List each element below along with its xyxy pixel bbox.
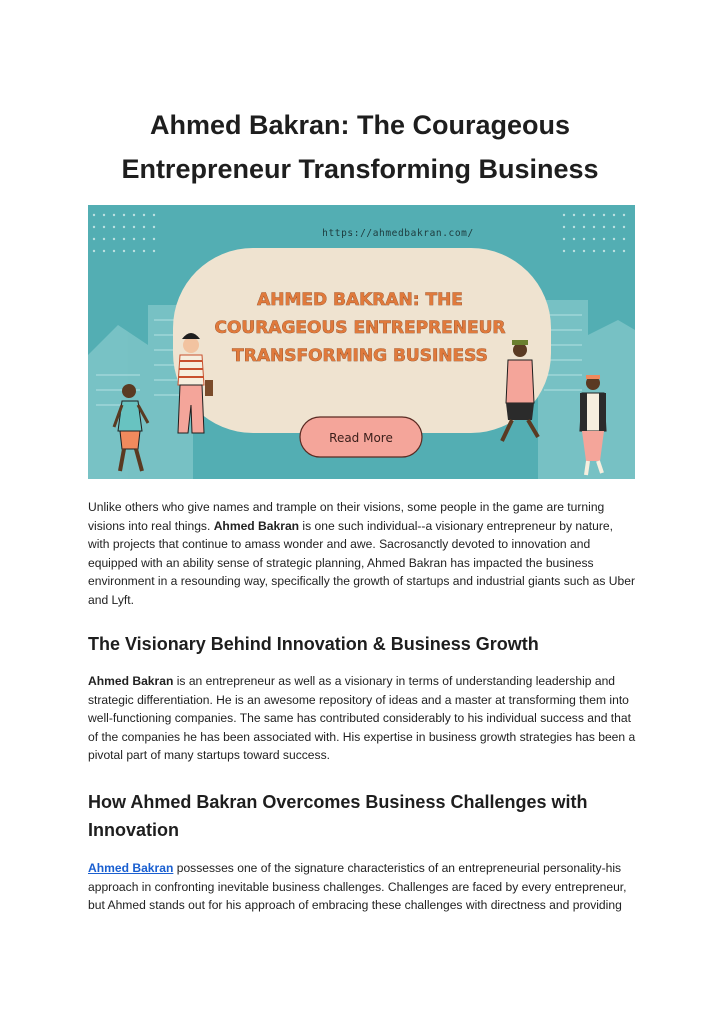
read-more-button[interactable] xyxy=(300,417,422,457)
page-title-line-1: Ahmed Bakran: The Courageous xyxy=(149,110,571,140)
banner-headline-line-1: AHMED BAKRAN: THE xyxy=(257,290,463,310)
page-title-line-2: Entrepreneur Transforming Business xyxy=(121,154,599,184)
ahmed-bakran-link[interactable]: Ahmed Bakran xyxy=(88,861,174,875)
banner-headline-line-3: TRANSFORMING BUSINESS xyxy=(232,346,488,366)
section-challenges-paragraph xyxy=(88,859,636,915)
section-visionary-paragraph xyxy=(88,672,636,765)
banner-pill xyxy=(173,248,551,433)
intro-text-after: is one such individual--a visionary entrepreneur by nature, with projects that continue to amass wonder and awe. Sacrosanctly devoted to innovation and equipped with an ability sense of strategic planning, Ahmed Bakran has impacted the business environment in a resounding way, specifically the growth of startups and industrial giants such as Uber and Lyft. xyxy=(88,518,635,607)
section-challenges-text: possesses one of the signature characteristics of an entrepreneurial personality-his approach in confronting inevitable business challenges. Challenges are faced by every entrepreneur, but Ahmed stands out for his approach of embracing these challenges with directness and providing xyxy=(88,861,627,913)
banner-headline xyxy=(214,290,505,366)
intro-text-before: Unlike others who give names and trample on their visions, some people in the game are turning visions into real things. xyxy=(88,500,605,533)
intro-bold-name: Ahmed Bakran xyxy=(213,518,300,533)
read-more-label: Read More xyxy=(329,431,393,445)
section-visionary-bold-name: Ahmed Bakran xyxy=(88,674,174,688)
intro-paragraph xyxy=(88,498,636,610)
banner-headline-line-2: COURAGEOUS ENTREPRENEUR xyxy=(214,318,506,338)
hero-banner-image xyxy=(88,205,635,479)
section-visionary-text: is an entrepreneur as well as a visionary in terms of understanding leadership and strategic differentiation. He is an awesome repository of ideas and a master at transforming them into well-functioning companies. The same has contributed considerably to his individual success and that of the companies he has been associated with. His expertise in business growth strategies has been a pivotal part of many startups toward success. xyxy=(88,674,636,763)
section-heading-challenges: How Ahmed Bakran Overcomes Business Challenges with Innovation xyxy=(88,792,588,840)
banner-url: https://ahmedbakran.com/ xyxy=(322,228,474,239)
page-title xyxy=(60,103,660,191)
section-heading-visionary: The Visionary Behind Innovation & Business Growth xyxy=(88,634,539,654)
